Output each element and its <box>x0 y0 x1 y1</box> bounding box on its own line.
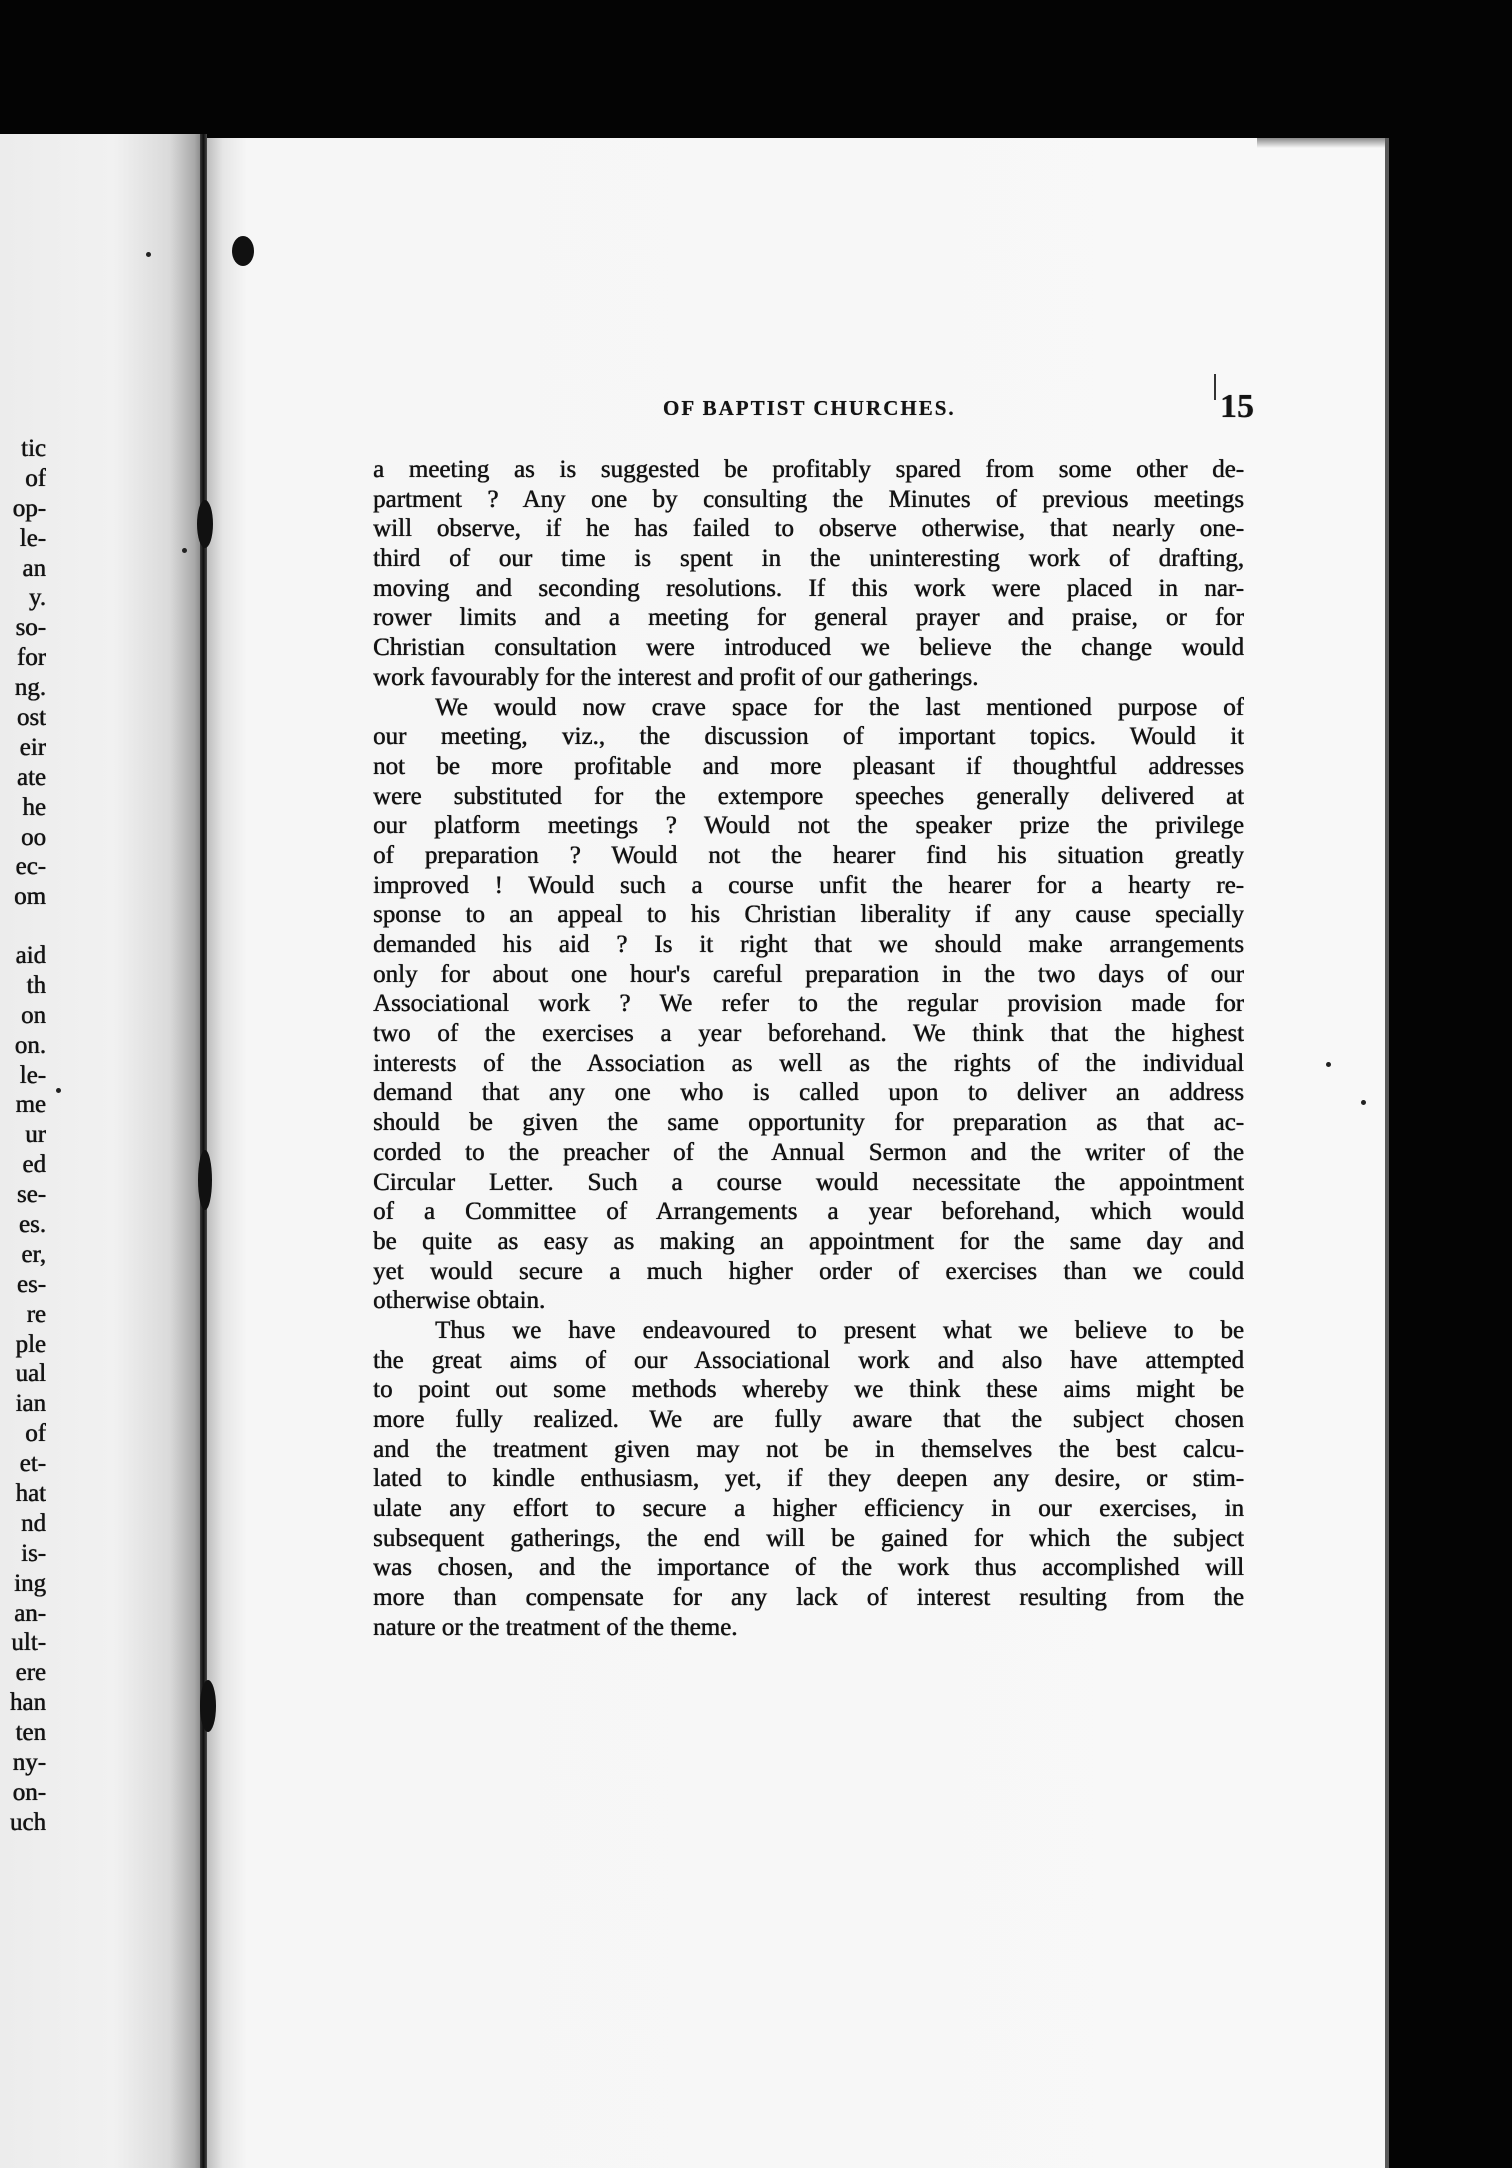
left-page-text-fragment: is- <box>21 1539 46 1567</box>
left-page-text-fragment: han <box>9 1689 46 1717</box>
left-page-text-fragment: ed <box>22 1151 46 1179</box>
body-text-line: corded to the preacher of the Annual Sermon and the writer of the <box>373 1138 1244 1166</box>
body-text-line: more than compensate for any lack of interest resulting from the <box>373 1584 1244 1612</box>
left-page-text-fragment: et- <box>19 1450 46 1478</box>
body-text-line: Associational work ? We refer to the regular provision made for <box>373 990 1244 1018</box>
left-page-text-fragment: ult- <box>11 1629 46 1657</box>
left-page-text-fragment: of <box>25 1420 46 1448</box>
left-page-text-fragment: ing <box>14 1569 46 1597</box>
body-text-line: only for about one hour's careful preparation in the two days of our <box>373 960 1244 988</box>
left-page-text-fragment: aid <box>15 942 46 969</box>
body-text-line: interests of the Association as well as the rights of the individual <box>373 1049 1244 1077</box>
left-page-text-fragment: so- <box>15 614 46 642</box>
body-text-line: work favourably for the interest and profit of our gatherings. <box>373 663 979 691</box>
left-page-text-fragment: eir <box>19 733 46 761</box>
left-page-column-lower <box>0 941 46 1838</box>
left-page-text-fragment: le- <box>19 524 46 552</box>
left-page-text-fragment: for <box>16 644 46 672</box>
ink-speck <box>182 548 187 553</box>
left-page-text-fragment: ate <box>16 763 46 791</box>
body-text-line: our platform meetings ? Would not the speaker prize the privilege <box>373 812 1244 840</box>
left-page-text-fragment: ny- <box>12 1749 46 1777</box>
body-text-line: subsequent gatherings, the end will be gained for which the subject <box>373 1524 1244 1552</box>
body-text-line: otherwise obtain. <box>373 1287 546 1315</box>
body-text-line: more fully realized. We are fully aware that the subject chosen <box>373 1406 1244 1433</box>
ink-speck <box>1326 1062 1331 1067</box>
left-page-text-fragment: re <box>26 1300 46 1328</box>
body-text-line: and the treatment given may not be in themselves the best calcu- <box>373 1435 1244 1463</box>
body-text-line: of preparation ? Would not the hearer find his situation greatly <box>373 841 1244 869</box>
left-page-text-fragment: on. <box>14 1031 46 1059</box>
body-text <box>373 455 1244 1643</box>
page-top-edge <box>1257 138 1385 148</box>
body-text-line: sponse to an appeal to his Christian liberality if any cause specially <box>373 901 1244 929</box>
left-page-text-fragment: tic <box>21 435 46 462</box>
left-page-text-fragment: se- <box>16 1181 46 1209</box>
body-text-line: demanded his aid ? Is it right that we should make arrangements <box>373 931 1244 958</box>
body-text-line: nature or the treatment of the theme. <box>373 1613 738 1641</box>
running-head: OF BAPTIST CHURCHES. <box>663 396 956 420</box>
body-text-line: We would now crave space for the last mentioned purpose of <box>435 693 1244 721</box>
body-text-line: was chosen, and the importance of the work thus accomplished will <box>373 1554 1244 1582</box>
left-page-text-fragment: ten <box>15 1719 46 1747</box>
ink-speck <box>146 252 151 257</box>
left-page-text-fragment: er, <box>21 1240 46 1268</box>
left-page-text-fragment: ual <box>15 1360 46 1388</box>
left-page-text-fragment: es- <box>16 1270 46 1298</box>
body-text-line: yet would secure a much higher order of exercises than we could <box>373 1257 1244 1285</box>
left-page-text-fragment: ng. <box>14 674 46 702</box>
ink-speck <box>1361 1100 1366 1105</box>
left-page-text-fragment: ec- <box>15 853 46 881</box>
left-page-text-fragment: ere <box>15 1659 46 1687</box>
left-page-text-fragment: an <box>22 554 46 582</box>
left-page-text-fragment: uch <box>9 1808 46 1836</box>
body-text-line: were substituted for the extempore speeches generally delivered at <box>373 782 1244 810</box>
body-text-line: our meeting, viz., the discussion of important topics. Would it <box>373 723 1244 751</box>
body-text-line: Thus we have endeavoured to present what we believe to be <box>435 1316 1244 1344</box>
body-text-line: rower limits and a meeting for general prayer and praise, or for <box>373 604 1244 632</box>
left-page-text-fragment: of <box>25 464 46 492</box>
ink-blot <box>197 500 213 548</box>
left-page-text-fragment: le- <box>19 1061 46 1089</box>
left-page-text-fragment: ost <box>16 704 46 732</box>
body-text-line: Circular Letter. Such a course would necessitate the appointment <box>373 1168 1244 1196</box>
body-text-line: should be given the same opportunity for preparation as that ac- <box>373 1109 1244 1137</box>
ink-blot <box>232 236 254 266</box>
body-text-line: of a Committee of Arrangements a year beforehand, which would <box>373 1198 1244 1226</box>
left-page-text-fragment: he <box>22 793 46 821</box>
body-text-line: not be more profitable and more pleasant if thoughtful addresses <box>373 752 1244 780</box>
left-page-text-fragment: th <box>26 971 46 999</box>
body-text-line: demand that any one who is called upon to deliver an address <box>373 1079 1244 1107</box>
left-page-text-fragment: an- <box>14 1599 46 1627</box>
body-text-line: improved ! Would such a course unfit the hearer for a hearty re- <box>373 871 1244 899</box>
body-text-line: ulate any effort to secure a higher efficiency in our exercises, in <box>373 1495 1244 1523</box>
left-page-column-upper <box>0 434 46 912</box>
left-page-text-fragment: ian <box>15 1390 46 1418</box>
ink-blot <box>198 1150 212 1210</box>
body-text-line: a meeting as is suggested be profitably spared from some other de- <box>373 456 1244 483</box>
left-page-text-fragment: op- <box>12 494 46 522</box>
page-mark <box>1214 374 1216 400</box>
ink-speck <box>56 1088 61 1093</box>
page-number: 15 <box>1220 388 1254 425</box>
left-page-text-fragment: es. <box>18 1211 46 1239</box>
body-text-line: the great aims of our Associational work and also have attempted <box>373 1346 1244 1374</box>
left-page-text-fragment: y. <box>28 584 46 612</box>
body-text-line: partment ? Any one by consulting the Minutes of previous meetings <box>373 485 1244 513</box>
left-page-text-fragment: me <box>15 1091 46 1119</box>
left-page-text-fragment: om <box>14 883 46 911</box>
left-page-text-fragment: on- <box>12 1778 46 1806</box>
body-text-line: be quite as easy as making an appointment for the same day and <box>373 1227 1244 1255</box>
body-text-line: two of the exercises a year beforehand. We think that the highest <box>373 1020 1244 1048</box>
body-text-line: Christian consultation were introduced we believe the change would <box>373 634 1244 662</box>
left-page-text-fragment: on <box>21 1001 46 1029</box>
ink-blot <box>200 1680 216 1732</box>
body-text-line: to point out some methods whereby we think these aims might be <box>373 1376 1244 1404</box>
body-text-line: moving and seconding resolutions. If this work were placed in nar- <box>373 574 1244 602</box>
left-page-text-fragment: ple <box>15 1330 46 1358</box>
body-text-line: will observe, if he has failed to observe otherwise, that nearly one- <box>373 515 1244 543</box>
left-page-text-fragment: nd <box>21 1509 46 1537</box>
body-text-line: third of our time is spent in the uninteresting work of drafting, <box>373 545 1244 573</box>
left-page-text-fragment: ur <box>25 1121 46 1149</box>
left-page-text-fragment: oo <box>21 823 46 851</box>
body-text-line: lated to kindle enthusiasm, yet, if they deepen any desire, or stim- <box>373 1465 1244 1493</box>
left-page-text-fragment: hat <box>15 1480 46 1508</box>
